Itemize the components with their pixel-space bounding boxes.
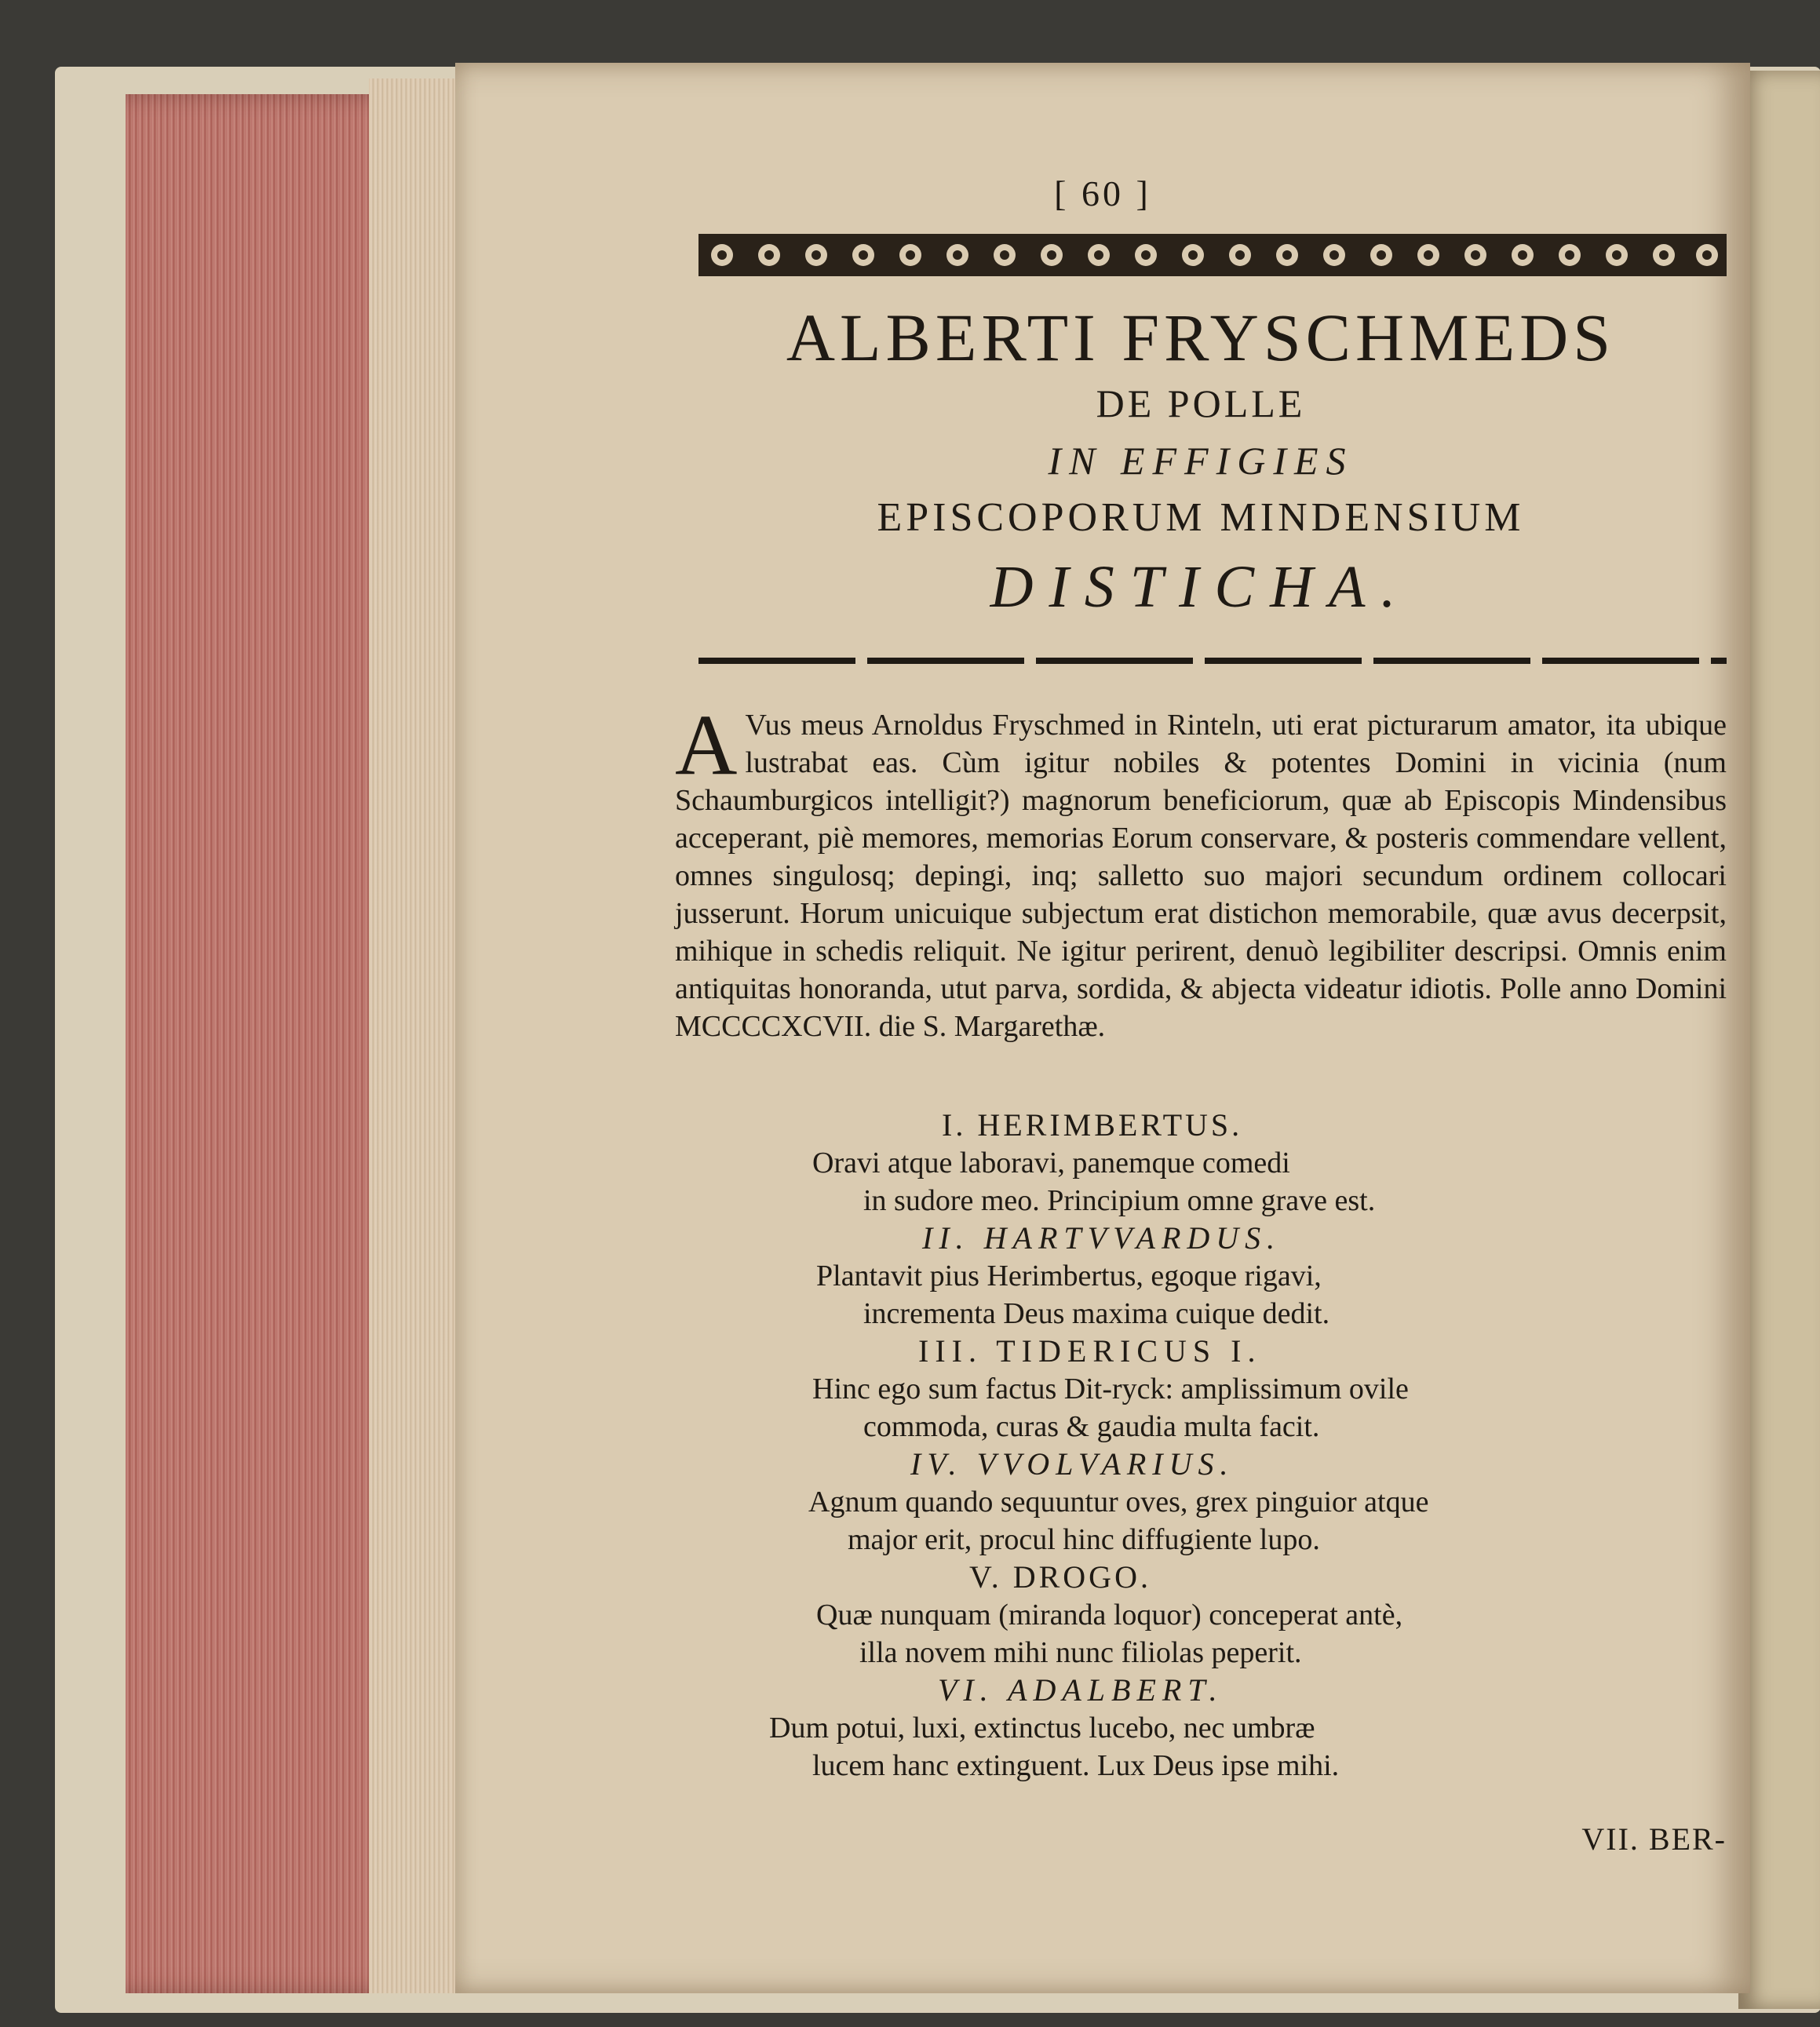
- distich-4: [675, 1446, 1727, 1559]
- page-title: ALBERTI FRYSCHMEDS: [786, 300, 1616, 375]
- distich-line: in sudore meo. Principium omne grave est.: [863, 1184, 1376, 1217]
- distich-heading: VI. ADALBERT.: [938, 1672, 1224, 1708]
- distich-1: [675, 1106, 1727, 1219]
- distich-line: illa novem mihi nunc filiolas peperit.: [859, 1636, 1302, 1669]
- distich-line: Quæ nunquam (miranda loquor) conceperat antè,: [816, 1599, 1403, 1631]
- distich-line: Oravi atque laboravi, panemque comedi: [812, 1147, 1290, 1179]
- title-line-disticha: DISTICHA.: [990, 554, 1412, 620]
- title-line-in-effigies: IN EFFIGIES: [1048, 439, 1354, 483]
- inner-page-edges: [369, 78, 455, 1993]
- drop-cap: A: [675, 697, 738, 793]
- distich-heading: II. HARTVVARDUS.: [922, 1220, 1282, 1256]
- title-line-de-polle: DE POLLE: [1096, 381, 1306, 425]
- distich-heading: III. TIDERICUS I.: [918, 1333, 1262, 1369]
- distich-heading: V. DROGO.: [969, 1559, 1151, 1595]
- intro-paragraph: [675, 697, 1727, 1045]
- section-rule: [698, 658, 1727, 664]
- disticha-list: [675, 1106, 1727, 1785]
- distich-heading: IV. VVOLVARIUS.: [910, 1446, 1235, 1482]
- facing-page-edge: [1738, 71, 1820, 2009]
- distich-line: Agnum quando sequuntur oves, grex pinguior atque: [808, 1486, 1429, 1518]
- book-page: [455, 63, 1750, 1993]
- distich-5: [675, 1559, 1727, 1672]
- distich-line: commoda, curas & gaudia multa facit.: [863, 1410, 1320, 1443]
- distich-heading: I. HERIMBERTUS.: [942, 1107, 1243, 1143]
- distich-line: Plantavit pius Herimbertus, egoque rigavi,: [816, 1260, 1322, 1292]
- distich-6: [675, 1672, 1727, 1785]
- distich-line: major erit, procul hinc diffugiente lupo.: [848, 1523, 1320, 1556]
- ornamental-border-band: [698, 228, 1727, 283]
- catchword: VII. BER-: [1581, 1821, 1727, 1857]
- page-number: [ 60 ]: [1054, 173, 1151, 213]
- distich-line: incrementa Deus maxima cuique dedit.: [863, 1297, 1330, 1330]
- title-line-episcoporum: EPISCOPORUM MINDENSIUM: [877, 495, 1525, 540]
- distich-line: lucem hanc extinguent. Lux Deus ipse mihi.: [812, 1749, 1340, 1782]
- distich-line: Dum potui, luxi, extinctus lucebo, nec umbræ: [769, 1712, 1315, 1744]
- distich-line: Hinc ego sum factus Dit-ryck: amplissimum ovile: [812, 1373, 1409, 1405]
- intro-text: Vus meus Arnoldus Fryschmed in Rinteln, uti erat picturarum amator, ita ubique lustrabat eas. Cùm igitur nobiles & potentes Domini in vicinia (num Schaumburgicos intelligit?) magnorum beneficiorum, quæ ab Episcopis Mindensibus acceperant, piè memores, memorias Eorum conservare, & posteris commendare vellent, omnes singulosq; depingi, inq; salletto suo majori secundum ordinem collocari jusserunt. Horum unicuique subjectum erat distichon memorabile, quæ avus decerpsit, mihique in schedis reliquit. Ne igitur perirent, denuò legibiliter descripsi. Omnis enim antiquitas honoranda, utut parva, sordida, & abjecta videatur idiotis. Polle anno Domini MCCCCXCVII. die S. Margarethæ.: [675, 709, 1727, 1043]
- distich-2: [675, 1219, 1727, 1332]
- distich-3: [675, 1332, 1727, 1446]
